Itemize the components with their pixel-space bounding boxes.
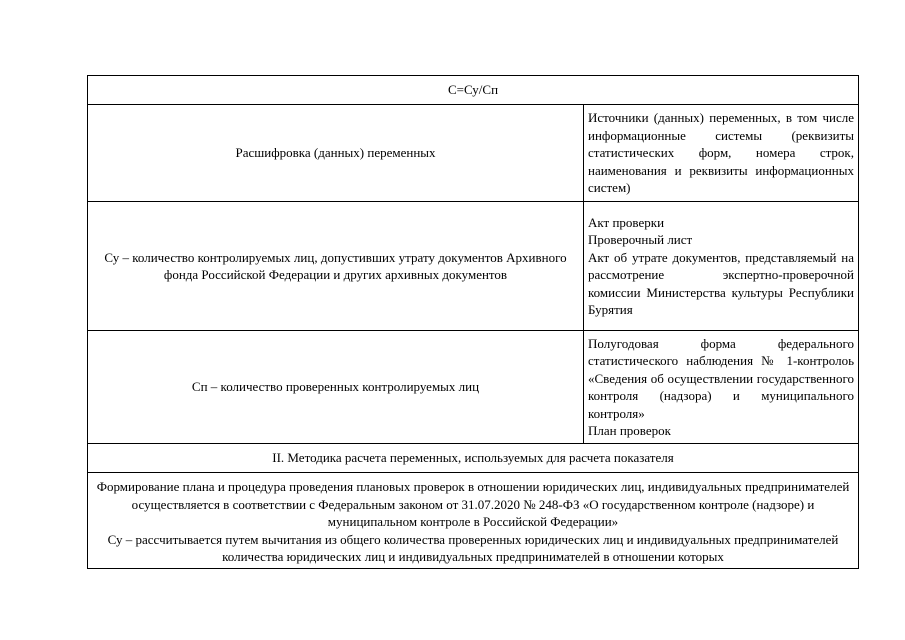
variables-decoding-header: Расшифровка (данных) переменных [235,145,436,161]
su-source-item: Акт об утрате документов, представляемый на рассмотрение экспертно-проверочной комиссии Министерства культуры Республики Бурятия [588,249,854,317]
formula-row [88,76,859,105]
section-title: II. Методика расчета переменных, используемых для расчета показателя [272,450,674,466]
header-row [88,105,859,202]
sp-description: Сп – количество проверенных контролируемых лиц [191,379,480,395]
variable-row-sp [88,331,859,444]
header-left-cell [88,105,584,202]
method-paragraph: Формирование плана и процедура проведения плановых проверок в отношении юридических лиц, индивидуальных предпринимателей осуществляется в соответствии с Федеральным законом от 31.07.2020 № 248-ФЗ «О государственном контроле (надзоре) и муниципальном контроле в Российской Федерации» [96,479,850,529]
su-sources-cell [584,202,859,331]
header-right-cell [584,105,859,202]
sp-source-item: План проверок [588,423,671,438]
section-title-cell [88,444,859,473]
method-cell [88,473,859,569]
method-row [88,473,859,569]
formula-cell [88,76,859,105]
indicator-table [87,75,859,569]
sp-description-cell [88,331,584,444]
variable-row-su [88,202,859,331]
formula: С=Су/Сп [447,82,499,98]
su-source-item: Акт проверки [588,214,665,230]
sp-source-item: Полугодовая форма федерального статистического наблюдения № 1-контролоь «Сведения об осуществлении государственного контроля (надзора) и муниципального контроля» [588,335,854,421]
su-source-item: Проверочный лист [588,232,693,247]
section-title-row [88,444,859,473]
sources-header: Источники (данных) переменных, в том числе информационные системы (реквизиты статистических форм, номера строк, наименования и реквизиты информационных систем) [588,110,854,196]
sp-sources-cell [584,331,859,444]
method-paragraph: Су – рассчитывается путем вычитания из общего количества проверенных юридических лиц и индивидуальных предпринимателей количества юридических лиц и индивидуальных предпринимателей в отношении которых [107,531,839,564]
su-description: Су – количество контролируемых лиц, допустивших утрату документов Архивного фонда Российской Федерации и других архивных документов [104,249,567,282]
su-description-cell [88,202,584,331]
